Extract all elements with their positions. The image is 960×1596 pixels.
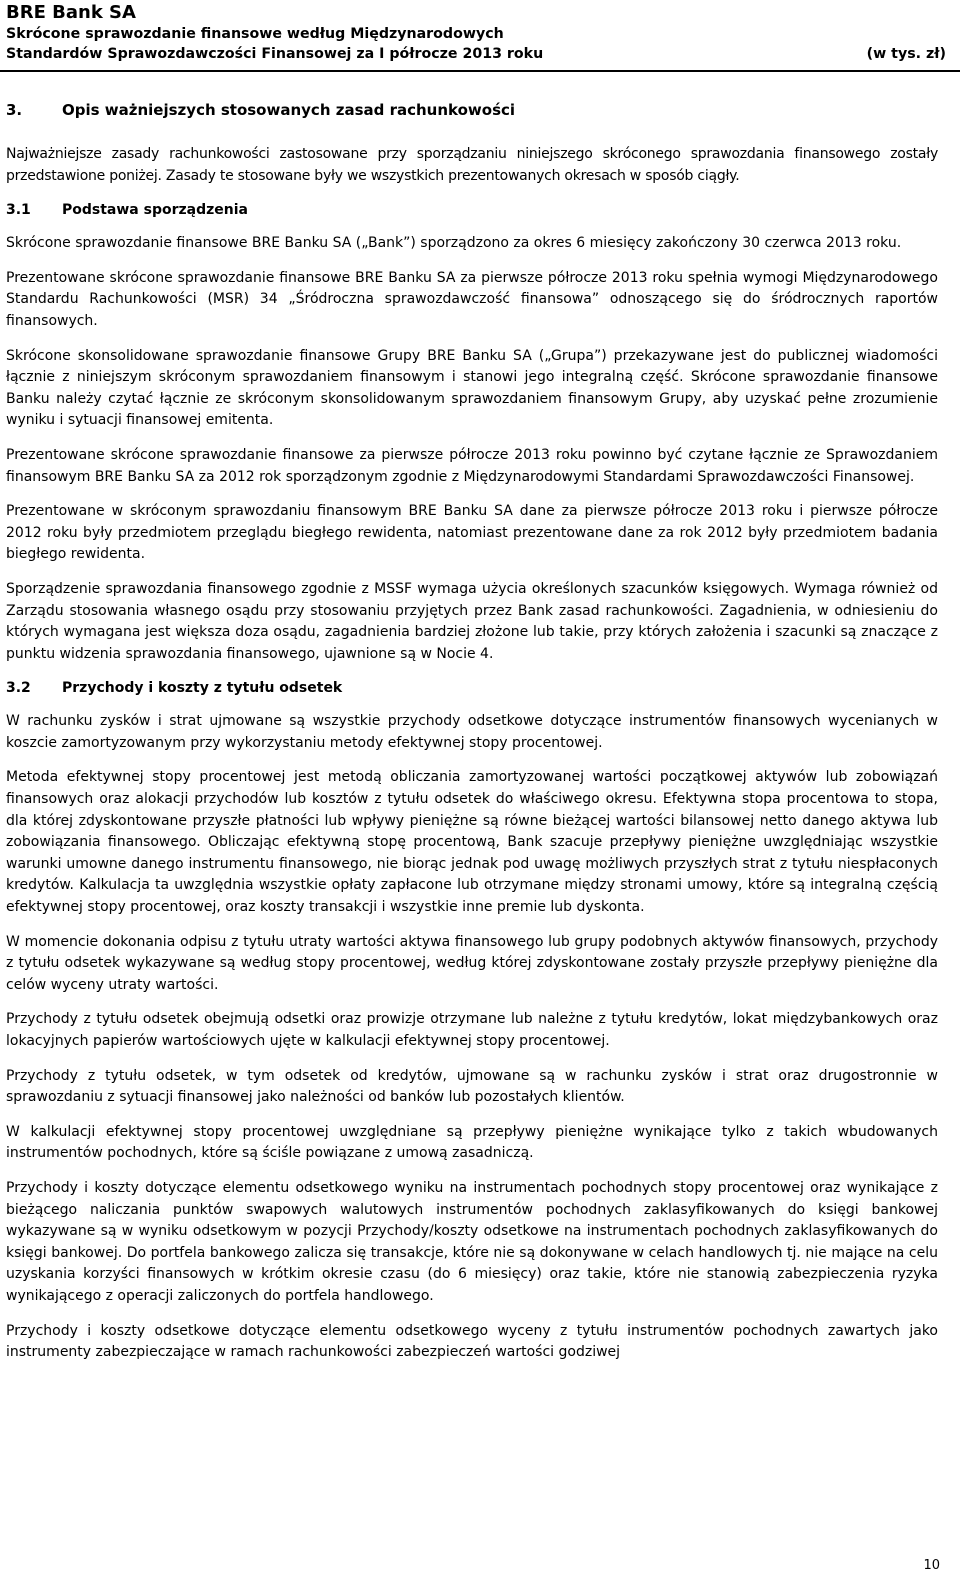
subsection-heading [6, 200, 938, 220]
section-title: Opis ważniejszych stosowanych zasad rachunkowości [62, 101, 516, 119]
bank-name: BRE Bank SA [6, 2, 136, 23]
paragraph: W rachunku zysków i strat ujmowane są wszystkie przychody odsetkowe dotyczące instrumentów finansowych wycenianych w koszcie zamortyzowanym przy wykorzystaniu metody efektywnej stopy procentowej. [6, 713, 938, 751]
paragraph: W kalkulacji efektywnej stopy procentowej uwzględniane są przepływy pieniężne wynikające tylko z takich wbudowanych instrumentów pochodnych, które są ściśle powiązane z umową zasadniczą. [6, 1123, 938, 1162]
document-body [6, 98, 938, 1377]
page-number: 10 [923, 1558, 940, 1573]
paragraph: Prezentowane w skróconym sprawozdaniu finansowym BRE Banku SA dane za pierwsze półrocze 2013 roku i pierwsze półrocze 2012 roku były przedmiotem przeglądu biegłego rewidenta, natomiast prezentowane dane za rok 2012 były przedmiotem badania biegłego rewidenta. [6, 503, 938, 563]
paragraph: Sporządzenie sprawozdania finansowego zgodnie z MSSF wymaga użycia określonych szacunków księgowych. Wymaga również od Zarządu stosowania własnego osądu przy stosowaniu przyjętych przez Bank zasad rachunkowości. Zagadnienia, w odniesieniu do których wymagana jest większa doza osądu, zagadnienia bardziej złożone lub takie, przy których założenia i szacunki są znaczące z punktu widzenia sprawozdania finansowego, ujawnione są w Nocie 4. [6, 580, 938, 662]
subsection-number: 3.2 [6, 680, 31, 697]
report-title-line-2: Standardów Sprawozdawczości Finansowej za I półrocze 2013 roku [6, 46, 544, 62]
paragraph: Przychody z tytułu odsetek, w tym odsetek od kredytów, ujmowane są w rachunku zysków i strat oraz drugostronnie w sprawozdaniu z sytuacji finansowej jako należności od banków lub pozostałych klientów. [6, 1067, 938, 1106]
subsection-number: 3.1 [6, 202, 31, 219]
paragraph: Przychody i koszty dotyczące elementu odsetkowego wyniku na instrumentach pochodnych stopy procentowej oraz wynikające z bieżącego naliczania punktów swapowych walutowych instrumentów pochodnych zaklasyfikowanych do księgi bankowej wykazywane są w wyniku odsetkowym w pozycji Przychody/koszty odsetkowe na instrumentach pochodnych zaklasyfikowanych do księgi bankowej. Do portfela bankowego zalicza się transakcje, które nie są dokonywane w celach handlowych tj. nie mające na celu uzyskania korzyści finansowych w krótkim okresie czasu (do 6 miesięcy) oraz takie, które nie stanowią zabezpieczenia ryzyka wynikającego z operacji zaliczonych do portfela handlowego. [6, 1179, 938, 1304]
paragraph: Przychody i koszty odsetkowe dotyczące elementu odsetkowego wyceny z tytułu instrumentów pochodnych zawartych jako instrumenty zabezpieczające w ramach rachunkowości zabezpieczeń wartości godziwej [6, 1322, 938, 1361]
report-title-row [6, 44, 946, 64]
paragraph: W momencie dokonania odpisu z tytułu utraty wartości aktywa finansowego lub grupy podobnych aktywów finansowych, przychody z tytułu odsetek wykazywane są według stopy procentowej, według której zdyskontowane zostały przyszłe przepływy pieniężne dla celów wyceny utraty wartości. [6, 933, 938, 993]
section-heading [6, 98, 938, 122]
paragraph: Prezentowane skrócone sprawozdanie finansowe za pierwsze półrocze 2013 roku powinno być czytane łącznie ze Sprawozdaniem finansowym BRE Banku SA za 2012 rok sporządzonym zgodnie z Międzynarodowymi Standardami Sprawozdawczości Finansowej. [6, 446, 938, 485]
paragraph: Przychody z tytułu odsetek obejmują odsetki oraz prowizje otrzymane lub należne z tytułu kredytów, lokat międzybankowych oraz lokacyjnych papierów wartościowych ujęte w kalkulacji efektywnej stopy procentowej. [6, 1011, 938, 1049]
subsection-title: Podstawa sporządzenia [62, 202, 248, 219]
paragraph: Prezentowane skrócone sprawozdanie finansowe BRE Banku SA za pierwsze półrocze 2013 roku spełnia wymogi Międzynarodowego Standardu Rachunkowości (MSR) 34 „Śródroczna sprawozdawczość finansowa” odnoszącego się do śródrocznych raportów finansowych. [6, 269, 938, 329]
section-intro: Najważniejsze zasady rachunkowości zastosowane przy sporządzaniu niniejszego skróconego sprawozdania finansowego zostały przedstawione poniżej. Zasady te stosowane były we wszystkich prezentowanych okresach w sposób ciągły. [6, 146, 938, 184]
paragraph: Skrócone sprawozdanie finansowe BRE Banku SA („Bank”) sporządzono za okres 6 miesięcy zakończony 30 czerwca 2013 roku. [6, 235, 902, 252]
report-title-line-1: Skrócone sprawozdanie finansowe według Międzynarodowych [6, 26, 504, 42]
page-header [6, 2, 946, 64]
paragraph: Skrócone skonsolidowane sprawozdanie finansowe Grupy BRE Banku SA („Grupa”) przekazywane jest do publicznej wiadomości łącznie z niniejszym skróconym sprawozdaniem finansowym i stanowi jego integralną część. Skrócone sprawozdanie finansowe Banku należy czytać łącznie ze skróconym skonsolidowanym sprawozdaniem finansowym Grupy, aby uzyskać pełne zrozumienie wyniku i sytuacji finansowej emitenta. [6, 347, 938, 429]
paragraph: Metoda efektywnej stopy procentowej jest metodą obliczania zamortyzowanej wartości początkowej aktywów lub zobowiązań finansowych oraz alokacji przychodów lub kosztów z tytułu odsetek do właściwego okresu. Efektywna stopa procentowa to stopa, dla której zdyskontowane przyszłe płatności lub wpływy pieniężne są równe bieżącej wartości bilansowej netto danego aktywa lub zobowiązania finansowego. Obliczając efektywną stopę procentową, Bank szacuje przepływy pieniężne uwzględniając wszystkie warunki umowne danego instrumentu finansowego, nie biorąc jednak pod uwagę możliwych przyszłych strat z tytułu niespłaconych kredytów. Kalkulacja ta uwzględnia wszystkie opłaty zapłacone lub otrzymane między stronami umowy, które są integralną częścią efektywnej stopy procentowej, oraz koszty transakcji i wszystkie inne premie lub dyskonta. [6, 769, 938, 916]
subsection-title: Przychody i koszty z tytułu odsetek [62, 680, 343, 697]
section-number: 3. [6, 101, 23, 119]
subsection-heading [6, 678, 938, 698]
header-divider [0, 70, 960, 72]
currency-unit: (w tys. zł) [866, 46, 946, 62]
